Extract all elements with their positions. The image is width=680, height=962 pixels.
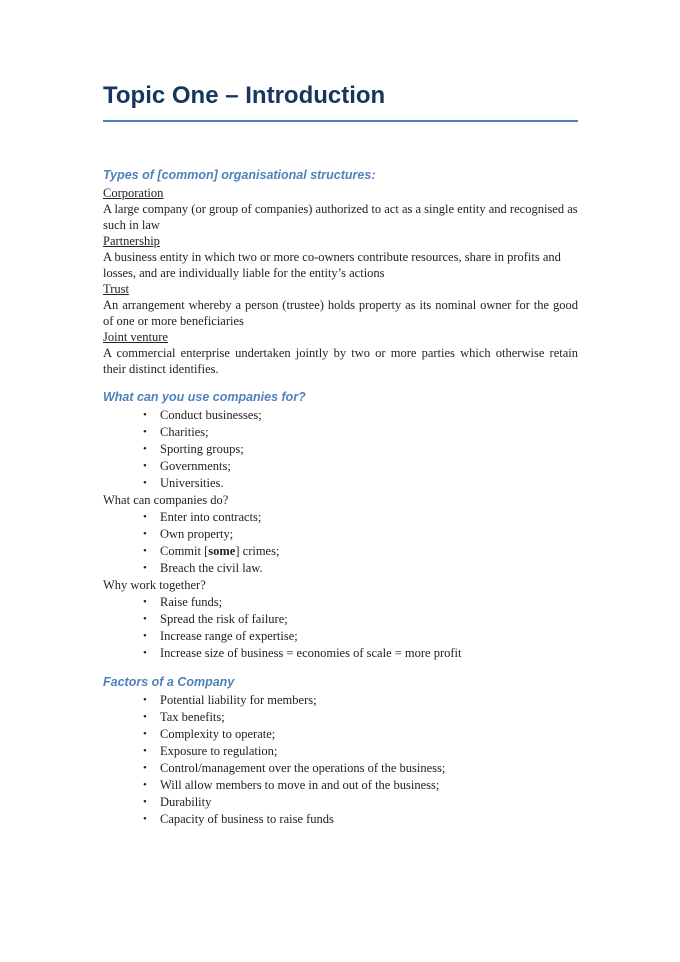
list-item	[103, 726, 578, 743]
list-item	[103, 743, 578, 760]
bullet-list	[103, 594, 578, 662]
bullet-icon: •	[143, 796, 147, 808]
section	[103, 389, 578, 662]
list-item-text: Durability	[160, 795, 212, 809]
bullet-icon: •	[143, 545, 147, 557]
list-item-text: Conduct businesses;	[160, 408, 262, 422]
list-item-text: Will allow members to move in and out of the business;	[160, 778, 440, 792]
list-item	[103, 560, 578, 577]
list-item	[103, 645, 578, 662]
bullet-icon: •	[143, 728, 147, 740]
definition-description: A commercial enterprise undertaken jointly by two or more parties which otherwise retain their distinct identifies.	[103, 346, 578, 376]
list-item	[103, 811, 578, 828]
bullet-icon: •	[143, 813, 147, 825]
list-item	[103, 760, 578, 777]
definition-description: A large company (or group of companies) authorized to act as a single entity and recognised as such in law	[103, 202, 578, 232]
document-content	[103, 167, 578, 828]
section-heading: Factors of a Company	[103, 675, 235, 689]
bullet-icon: •	[143, 694, 147, 706]
list-item	[103, 777, 578, 794]
list-item-text: Increase size of business = economies of scale = more profit	[160, 646, 462, 660]
list-item	[103, 692, 578, 709]
definition-term: Corporation	[103, 186, 164, 200]
bullet-icon: •	[143, 647, 147, 659]
list-item-text: Own property;	[160, 527, 234, 541]
list-item-text: Charities;	[160, 425, 209, 439]
bullet-icon: •	[143, 562, 147, 574]
list-item	[103, 509, 578, 526]
definition-description: A business entity in which two or more co-owners contribute resources, share in profits and losses, and are individually liable for the entity’s actions	[103, 250, 561, 280]
bullet-icon: •	[143, 596, 147, 608]
list-item-text: Capacity of business to raise funds	[160, 812, 334, 826]
text: Commit [	[160, 544, 209, 558]
section-heading: Types of [common] organisational structures:	[103, 168, 376, 182]
bold-text: some	[208, 544, 236, 558]
list-item-text: Tax benefits;	[160, 710, 225, 724]
list-item-text: Universities.	[160, 476, 224, 490]
list-item-text: Enter into contracts;	[160, 510, 262, 524]
list-item	[103, 475, 578, 492]
list-item	[103, 424, 578, 441]
definition-description: An arrangement whereby a person (trustee) holds property as its nominal owner for the good of one or more beneficiaries	[103, 298, 578, 328]
group-lead: What can companies do?	[103, 493, 229, 507]
section	[103, 167, 578, 377]
list-item	[103, 526, 578, 543]
definition-term: Joint venture	[103, 330, 168, 344]
list-item	[103, 458, 578, 475]
list-item-text: Breach the civil law.	[160, 561, 263, 575]
bullet-icon: •	[143, 630, 147, 642]
list-item-text: Raise funds;	[160, 595, 223, 609]
bullet-icon: •	[143, 511, 147, 523]
list-item	[103, 611, 578, 628]
list-item	[103, 594, 578, 611]
definition-term: Partnership	[103, 234, 160, 248]
text: ] crimes;	[235, 544, 280, 558]
bullet-icon: •	[143, 613, 147, 625]
bullet-icon: •	[143, 779, 147, 791]
list-item-text: Complexity to operate;	[160, 727, 276, 741]
list-item	[103, 441, 578, 458]
list-item	[103, 407, 578, 424]
list-item	[103, 709, 578, 726]
section-heading: What can you use companies for?	[103, 390, 306, 404]
bullet-icon: •	[143, 762, 147, 774]
section	[103, 674, 578, 828]
list-item-text: Increase range of expertise;	[160, 629, 298, 643]
bullet-icon: •	[143, 409, 147, 421]
document-title: Topic One – Introduction	[103, 82, 578, 122]
list-item-text: Governments;	[160, 459, 231, 473]
bullet-icon: •	[143, 443, 147, 455]
bullet-list	[103, 407, 578, 492]
list-item-text	[160, 544, 279, 558]
bullet-icon: •	[143, 460, 147, 472]
list-item	[103, 794, 578, 811]
bullet-icon: •	[143, 745, 147, 757]
list-item-text: Potential liability for members;	[160, 693, 317, 707]
bullet-icon: •	[143, 528, 147, 540]
bullet-icon: •	[143, 711, 147, 723]
list-item-text: Spread the risk of failure;	[160, 612, 288, 626]
list-item-text: Sporting groups;	[160, 442, 244, 456]
bullet-list	[103, 692, 578, 828]
bullet-icon: •	[143, 426, 147, 438]
group-lead: Why work together?	[103, 578, 206, 592]
list-item-text: Control/management over the operations of the business;	[160, 761, 446, 775]
list-item	[103, 628, 578, 645]
bullet-list	[103, 509, 578, 577]
list-item	[103, 543, 578, 560]
definition-term: Trust	[103, 282, 129, 296]
list-item-text: Exposure to regulation;	[160, 744, 278, 758]
bullet-icon: •	[143, 477, 147, 489]
